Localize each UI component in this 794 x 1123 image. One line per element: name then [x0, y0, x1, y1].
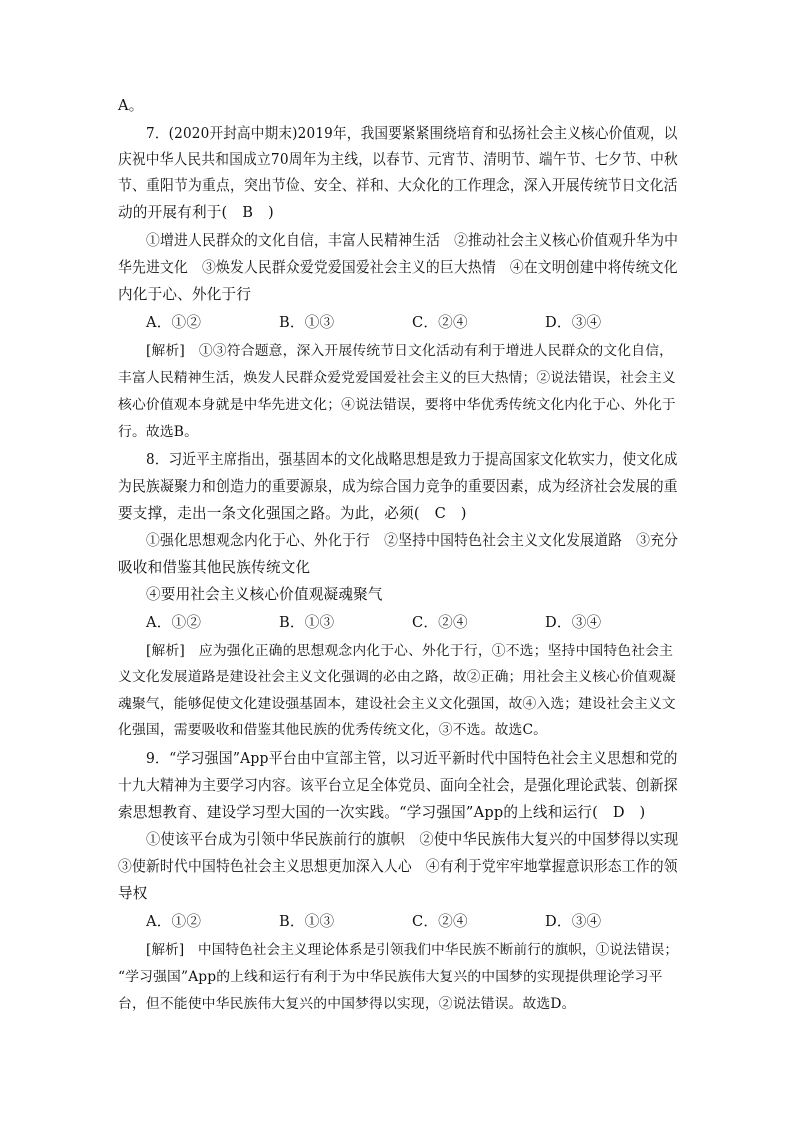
text-line: 十九大精神为主要学习内容。该平台立足全体党员、面向全社会，是强化理论武装、创新探 — [118, 777, 678, 794]
statement-line: ④要用社会主义核心价值观凝魂聚气 — [146, 586, 383, 603]
analysis-line: [解析] 应为强化正确的思想观念内化于心、外化于行，①不选；坚持中国特色社会主 — [146, 643, 674, 659]
question-7-stem: 7．(2020开封高中期末)2019年，我国要紧紧围绕培育和弘扬社会主义核心价值观，以 — [146, 125, 678, 142]
question-7-options — [146, 313, 678, 333]
question-9-options — [146, 912, 678, 932]
option-c: C．②④ — [412, 614, 468, 631]
text-line: 华先进文化 ③焕发人民群众爱党爱国爱社会主义的巨大热情 ④在文明创建中将传统文化 — [118, 259, 678, 276]
statement-line: ①使该平台成为引领中华民族前行的旗帜 ②使中华民族伟大复兴的中国梦得以实现 — [146, 831, 679, 848]
option-b: B．①③ — [279, 913, 335, 930]
option-a: A．①② — [146, 614, 202, 631]
text-line: 要支撑，走出一条文化强国之路。为此，必须( C ) — [118, 505, 467, 522]
text-line: 节、重阳节为重点，突出节俭、安全、祥和、大众化的工作理念，深入开展传统节日文化活 — [118, 177, 678, 194]
text-line: A。 — [118, 97, 144, 114]
question-9-stem: 9．“学习强国”App平台由中宣部主管，以习近平新时代中国特色社会主义思想和党的 — [146, 750, 678, 767]
text-line: 吸收和借鉴其他民族传统文化 — [118, 559, 311, 576]
option-d: D．③④ — [545, 913, 602, 930]
text-line: 台，但不能使中华民族伟大复兴的中国梦得以实现，②说法错误。故选D。 — [118, 996, 576, 1012]
option-d: D．③④ — [545, 314, 602, 331]
analysis-line: [解析] ①③符合题意，深入开展传统节日文化活动有利于增进人民群众的文化自信， — [146, 343, 674, 359]
option-b: B．①③ — [279, 614, 335, 631]
text-line: 丰富人民精神生活，焕发人民群众爱党爱国爱社会主义的巨大热情；②说法错误，社会主义 — [118, 370, 676, 386]
text-line: 庆祝中华人民共和国成立70周年为主线，以春节、元宵节、清明节、端午节、七夕节、中秋 — [118, 151, 678, 168]
text-line: 内化于心、外化于行 — [118, 286, 252, 303]
analysis-line: [解析] 中国特色社会主义理论体系是引领我们中华民族不断前行的旗帜，①说法错误； — [146, 942, 679, 958]
text-line: 核心价值观本身就是中华先进文化；④说法错误，要将中华优秀传统文化内化于心、外化于 — [118, 397, 676, 413]
option-b: B．①③ — [279, 314, 335, 331]
option-d: D．③④ — [545, 614, 602, 631]
option-c: C．②④ — [412, 314, 468, 331]
text-line: 魂聚气，能够促使文化建设强基固本，建设社会主义文化强国，故④入选；建设社会主义文 — [118, 696, 676, 712]
option-c: C．②④ — [412, 913, 468, 930]
option-a: A．①② — [146, 314, 202, 331]
text-line: 行。故选B。 — [118, 424, 199, 440]
option-a: A．①② — [146, 913, 202, 930]
text-line: 为民族凝聚力和创造力的重要源泉，成为综合国力竞争的重要因素，成为经济社会发展的重 — [118, 478, 678, 495]
text-line: “学习强国”App的上线和运行有利于为中华民族伟大复兴的中国梦的实现提供理论学习平 — [118, 969, 663, 985]
text-line: 义文化发展道路是建设社会主义文化强调的必由之路，故②正确；用社会主义核心价值观凝 — [118, 669, 676, 685]
text-line: 化强国，需要吸收和借鉴其他民族的优秀传统文化，③不选。故选C。 — [118, 722, 548, 738]
question-8-stem: 8．习近平主席指出，强基固本的文化战略思想是致力于提高国家文化软实力，使文化成 — [146, 451, 678, 468]
statement-line: ①增进人民群众的文化自信，丰富人民精神生活 ②推动社会主义核心价值观升华为中 — [146, 232, 679, 249]
text-line: ③使新时代中国特色社会主义思想更加深入人心 ④有利于党牢牢地掌握意识形态工作的领 — [118, 858, 678, 875]
statement-line: ①强化思想观念内化于心、外化于行 ②坚持中国特色社会主义文化发展道路 ③充分 — [146, 532, 679, 549]
text-line: 索思想教育、建设学习型大国的一次实践。“学习强国”App的上线和运行( D ) — [118, 804, 646, 821]
text-line: 动的开展有利于( B ) — [118, 204, 274, 221]
question-8-options — [146, 613, 678, 633]
text-line: 导权 — [118, 885, 148, 902]
